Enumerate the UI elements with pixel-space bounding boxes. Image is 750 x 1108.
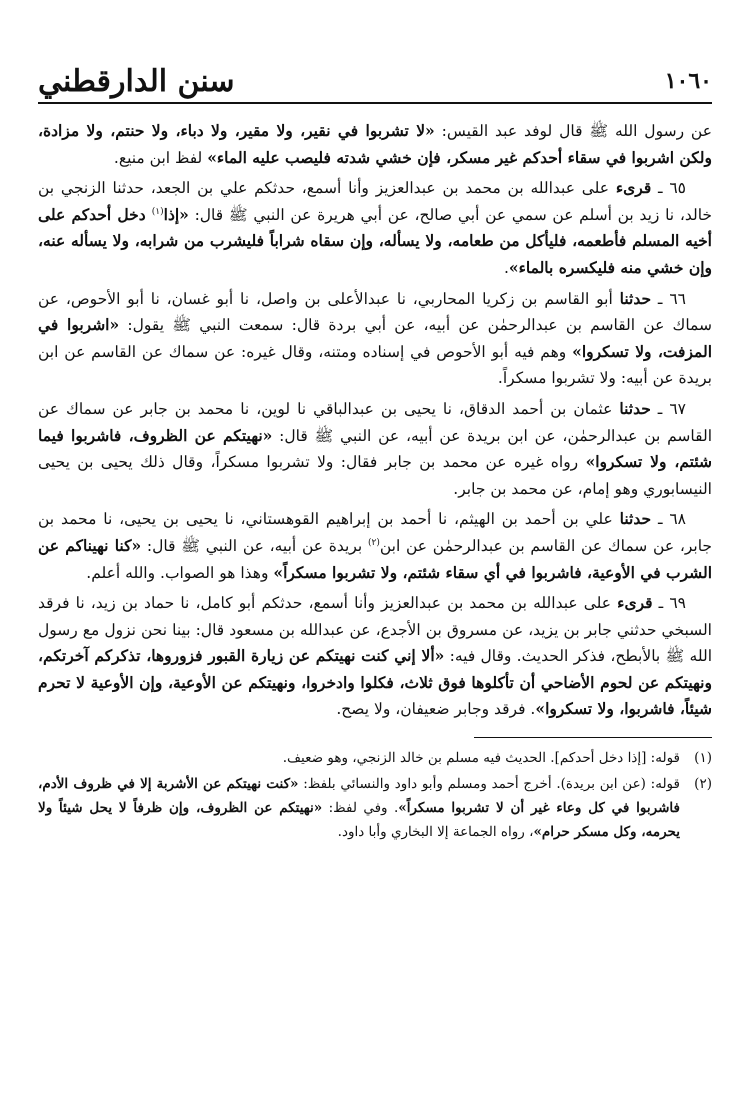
footnote-ref: (٢) [367,537,380,548]
narration-text: . وفي لفظ: [322,800,399,817]
narration-text: ٦٥ ـ [651,179,686,198]
hadith-text: «ألا إني كنت نهيتكم عن زيارة القبور فزوروها، تذكركم آخرتكم، ونهيتكم عن لحوم الأضاحي أن تأكلوها فوق ثلاث، فكلوا وادخروا، ونهيتكم عن الأوعية، وإن الأوعية لا تحرم شيئاً، فاشربوا، ولا تسكروا» [38,646,712,719]
hadith-text: «اشربوا في المزفت، ولا تسكروا» [38,315,713,361]
narration-text: بريدة عن أبيه، عن النبي ﷺ قال: [141,536,368,555]
hadith-text: دخل أحدكم على أخيه المسلم فأطعمه، فليأكل من طعامه، ولا يسأله، وإن سقاه شراباً فليشرب من شرابه، ولا يسأله عنه، وإن خشي منه فليكسره بالماء» [38,204,712,277]
book-title: سنن الدارقطني [38,64,235,99]
narration-text: لفظ ابن منيع. [113,148,208,167]
narration-text: رواه غيره عن محمد بن جابر فقال: ولا تشربوا مسكراً، وقال ذلك يحيى بن يحيى النيسابوري وهو إمام، عن محمد بن جابر. [38,453,712,498]
footnote-ref: (١) [151,206,164,217]
hadith-text: «لا تشربوا في نقير، ولا مقير، ولا دباء، ولا حنتم، ولا مزادة، ولكن اشربوا في سقاء أحدكم غير مسكر، فإن خشي شدته فليصب عليه الماء» [38,121,712,167]
page [38,62,712,846]
page-number: ١٠٦٠ [664,68,712,94]
footnote [38,746,712,770]
paragraph [38,118,712,171]
paragraph [38,506,712,586]
footnote [38,772,712,844]
narration-text: ٦٩ ـ [652,594,686,613]
main-text [38,118,712,723]
hadith-text: «نهيتكم عن الظروف، وإن ظرفاً لا يحل شيئاً ولا يحرمه، وكل مسكر حرام» [38,800,680,841]
hadith-text: حدثنا [619,398,651,418]
narration-text: ٦٨ ـ [651,510,686,529]
paragraph [38,396,712,502]
footnote-number: (١) [694,750,712,767]
paragraph [38,286,712,392]
footnote-number: (٢) [694,776,712,793]
narration-text: علي بن أحمد بن الهيثم، نا أحمد بن إبراهيم القوهستاني، نا يحيى بن يحيى، نا محمد بن جابر، عن سماك عن القاسم بن عبدالرحمٰن عن ابن [38,510,713,555]
hadith-text: حدثنا [619,509,652,529]
hadith-text: «كنت نهيتكم عن الأشربة إلا في ظروف الأدم، فاشربوا في كل وعاء غير أن لا تشربوا مسكراً» [38,776,680,817]
header-rule [38,102,712,104]
narration-text: قوله: (عن ابن بريدة). أخرج أحمد ومسلم وأبو داود والنسائي بلفظ: [298,776,680,793]
page-header [38,62,712,106]
narration-text: عثمان بن أحمد الدقاق، نا يحيى بن عبدالباقي نا لوين، نا محمد بن جابر عن سماك عن القاسم بن عبدالرحمٰن، عن ابن بريدة عن أبيه، عن النبي ﷺ قال: [38,399,712,445]
narration-text: ٦٧ ـ [650,399,686,418]
hadith-text: حدثنا [619,288,652,308]
hadith-text: «نهيتكم عن الظروف، فاشربوا فيما شئتم، ولا تسكروا» [38,425,712,472]
narration-text: أبو القاسم بن زكريا المحاربي، نا عبدالأعلى بن واصل، نا أبو غسان، نا أبو الأحوص، عن سماك عن القاسم بن عبدالرحمٰن عن أبيه، عن أبي بردة قال: سمعت النبي ﷺ يقول: [38,289,712,335]
narration-text: ، رواه الجماعة إلا البخاري وأبا داود. [337,824,534,841]
footnote-divider [474,737,712,738]
narration-text: على عبدالله بن محمد بن عبدالعزيز وأنا أسمع، حدثكم علي بن الجعد، حدثنا الزنجي بن خالد، نا زيد بن أسلم عن سمي عن أبي صالح، عن أبي هريرة عن النبي ﷺ قال: [38,179,712,224]
narration-text: . [503,258,509,277]
narration-text: قوله: [إذا دخل أحدكم]. الحديث فيه مسلم بن خالد الزنجي، وهو ضعيف. [282,750,680,767]
hadith-text: قرىء [617,593,653,613]
footnotes [38,746,712,844]
paragraph [38,175,712,281]
hadith-text: «كنا نهيناكم عن الشرب في الأوعية، فاشربوا في أي سقاء شئتم، ولا تشربوا مسكراً» [38,535,712,582]
hadith-text: «إذا [163,204,189,224]
paragraph [38,590,712,723]
narration-text: . فرقد وجابر ضعيفان، ولا يصح. [336,700,536,719]
narration-text: عن رسول الله ﷺ قال لوفد عبد القيس: [434,122,712,140]
hadith-text: قرىء [615,178,652,198]
narration-text: وهم فيه أبو الأحوص في إسناده ومتنه، وقال غيره: عن سماك عن القاسم عن ابن بريدة عن أبيه: ولا تشربوا مسكراً. [38,342,712,388]
narration-text: ٦٦ ـ [651,289,686,308]
narration-text: على عبدالله بن محمد بن عبدالعزيز وأنا أسمع، حدثكم أبو كامل، نا حماد بن زيد، نا فرقد السبخي حدثني جابر بن يزيد، عن مسروق بن الأجدع، عن عبدالله بن مسعود قال: بينا نحن نزول مع رسول الله ﷺ بالأبطح، فذكر الحديث. وقال فيه: [38,594,712,666]
narration-text: وهذا هو الصواب. والله أعلم. [86,563,274,582]
